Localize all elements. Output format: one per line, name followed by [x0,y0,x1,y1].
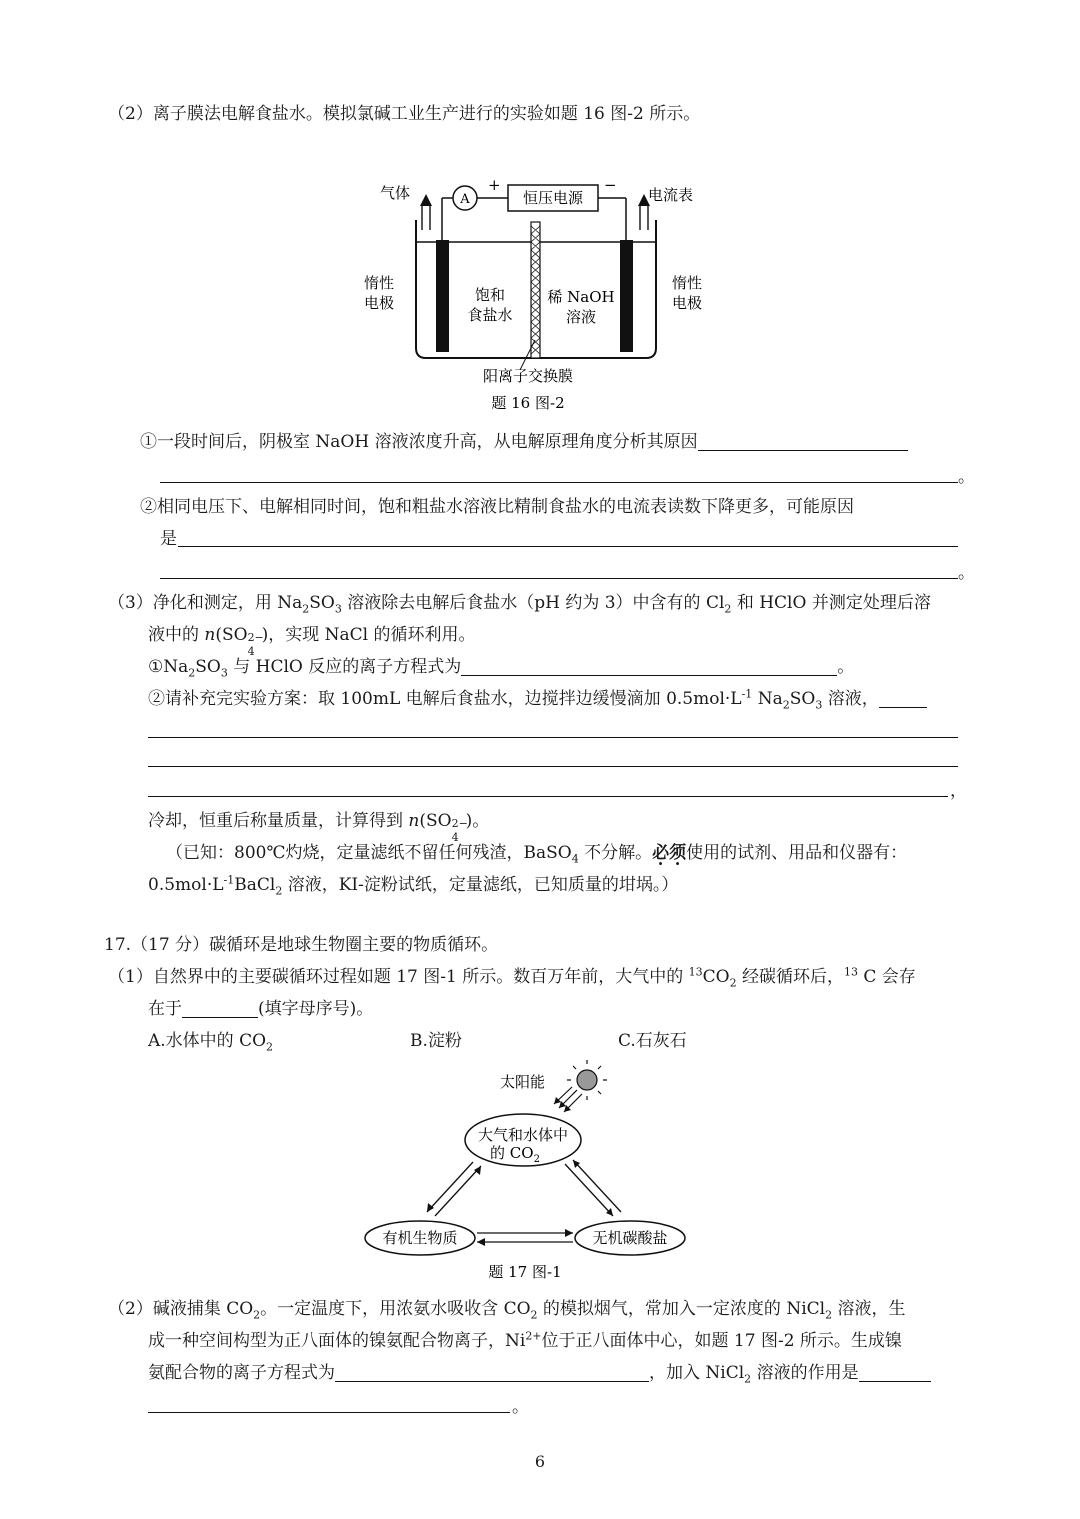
q16-3-line1: （3）净化和测定，用 $Na_2SO_3$ 溶液除去电解后食盐水（pH 约为 3）中含有的 $Cl_2$ 和 HClO 并测定处理后溶 [108,593,931,616]
label-plus: + [488,176,501,194]
label-ammeter-symbol: A [460,192,470,207]
q16-2-sub2-line1: ②相同电压下、电解相同时间，饱和粗盐水溶液比精制食盐水的电流表读数下降更多，可能原因 [140,497,854,517]
cation-exchange-membrane [531,222,540,358]
label-organic: 有机生物质 [382,1229,458,1247]
electrolysis-diagram [350,170,730,415]
answer-blank[interactable] [335,1363,649,1382]
label-left-electrode-2: 电极 [364,294,395,312]
q16-2-sub2-line2: 是 [160,529,177,549]
answer-blank[interactable] [879,689,927,708]
answer-line[interactable] [148,796,948,797]
label-right-electrode-2: 电极 [672,294,703,312]
answer-blank[interactable] [698,432,908,451]
label-right-sol-2: 溶液 [565,308,597,326]
q16-3-note1: （已知：800℃灼烧，定量滤纸不留任何残渣，BaSO$_4$ 不分解。必须使用的试剂、用品和仪器有： [166,843,908,866]
left-electrode [436,240,449,352]
label-solar-energy: 太阳能 [500,1073,546,1091]
q17-2-line2: 成一种空间构型为正八面体的镍氨配合物离子，$Ni^{2+}$位于正八面体中心，如题 17 图-2 所示。生成镍 [148,1329,902,1351]
q16-3-end: 冷却，恒重后称量质量，计算得到 n(SO 2− 4 )。 [148,811,490,844]
label-atmosphere-1: 大气和水体中 [477,1126,569,1144]
option-c[interactable]: C.石灰石 [618,1031,687,1051]
answer-line[interactable] [178,546,958,547]
label-right-sol-1: 稀 NaOH [547,288,615,306]
label-gas: 气体 [380,184,411,202]
answer-line[interactable] [160,482,958,483]
q16-3-line2: 液中的 n(SO 2− 4 )，实现 NaCl 的循环利用。 [148,625,476,658]
q17-2-line3: 氨配合物的离子方程式为 ，加入 NiCl$_2$ 溶液的作用是 [148,1362,931,1384]
answer-line[interactable] [148,766,958,767]
q16-2-intro: （2）离子膜法电解食盐水。模拟氯碱工业生产进行的实验如题 16 图-2 所示。 [108,104,701,124]
q17-2-line1: （2）碱液捕集 $CO_2$。一定温度下，用浓氨水吸收含 $CO_2$ 的模拟烟气，常加入一定浓度的 NiCl$_2$ 溶液，生 [108,1299,906,1322]
figure-caption-17-1: 题 17 图-1 [488,1263,562,1281]
page-number: 6 [534,1452,546,1471]
label-left-sol-1: 饱和 [474,286,506,304]
answer-line[interactable] [148,737,958,738]
label-atmosphere-2: 的 $CO_2$ [490,1144,540,1165]
q16-2-sub1 [140,431,908,453]
q16-3-note2: $0.5mol\cdot L^{-1}BaCl_2$ 溶液，KI-淀粉试纸，定量滤纸，已知质量的坩埚。） [148,873,679,898]
label-left-electrode-1: 惰性 [364,274,395,292]
carbon-cycle-diagram [355,1060,725,1285]
label-membrane: 阳离子交换膜 [482,367,574,385]
option-b[interactable]: B.淀粉 [410,1031,462,1051]
answer-blank[interactable] [182,999,258,1018]
comma: ， [950,781,967,801]
q16-2-sub1-text: ①一段时间后，阴极室 NaOH 溶液浓度升高，从电解原理角度分析其原因 [140,432,698,452]
q16-3-sub2: ②请补充完实验方案：取 100mL 电解后食盐水，边搅拌边缓慢滴加 $0.5mol\cdot L^{-1}$ $Na_2SO_3$ 溶液， [148,688,927,710]
label-minus: − [604,176,617,194]
period: 。 [958,467,975,487]
label-right-electrode-1: 惰性 [672,274,703,292]
q17-1-line1: （1）自然界中的主要碳循环过程如题 17 图-1 所示。数百万年前，大气中的 $^{13}CO_2$ 经碳循环后，$^{13}$ C 会存 [108,965,916,990]
label-ammeter: 电流表 [648,186,694,204]
q17-1-line2: 在于 (填字母序号)。 [148,999,374,1019]
label-power: 恒压电源 [522,189,584,207]
answer-line[interactable] [148,1412,510,1413]
figure-caption-16-2: 题 16 图-2 [491,394,565,412]
label-carbonate: 无机碳酸盐 [592,1229,668,1247]
period: 。 [958,563,975,583]
option-a[interactable]: A.水体中的 $CO_2$ [148,1031,274,1054]
answer-blank[interactable] [859,1363,931,1382]
answer-line[interactable] [160,578,958,579]
q17-title: 17.（17 分）碳循环是地球生物圈主要的物质循环。 [104,935,499,955]
right-electrode [620,240,633,352]
label-left-sol-2: 食盐水 [467,306,513,324]
period: 。 [512,1397,529,1417]
answer-blank[interactable] [461,657,837,676]
q16-3-sub1: $①Na_2SO_3$ 与 HClO 反应的离子方程式为 。 [148,657,855,680]
